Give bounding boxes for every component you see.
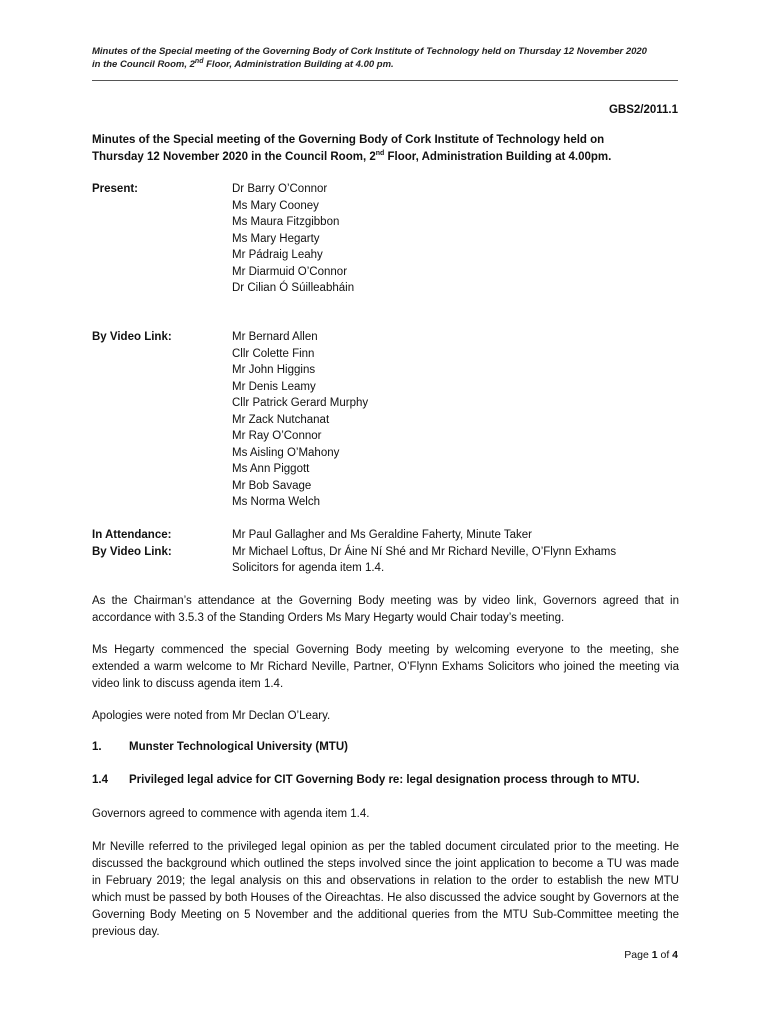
title-sup: nd [375, 150, 385, 158]
footer-page-number: 1 [651, 949, 658, 961]
video-link-name: Mr Denis Leamy [232, 380, 316, 393]
running-header-line1: Minutes of the Special meeting of the Governing Body of Cork Institute of Technology held on Thursday 12 November 2020 [92, 46, 647, 57]
attendance-line: Solicitors for agenda item 1.4. [232, 562, 385, 574]
paragraph-apologies: Apologies were noted from Mr Declan O’Leary. [92, 710, 331, 722]
section-number: 1. [92, 741, 102, 753]
video-link-name: Mr Ray O’Connor [232, 430, 322, 442]
attendance-video-label: By Video Link: [92, 545, 172, 558]
running-header [92, 45, 692, 71]
present-name: Ms Mary Hegarty [232, 232, 320, 245]
video-link-name: Mr John Higgins [232, 364, 316, 376]
video-link-name: Ms Aisling O’Mahony [232, 446, 340, 459]
section-title: Privileged legal advice for CIT Governing Body re: legal designation process through to MTU. [129, 774, 640, 786]
video-link-name: Mr Bob Savage [232, 479, 312, 492]
title-line2-post: Floor, Administration Building at 4.00pm. [384, 151, 612, 163]
present-name: Mr Diarmuid O’Connor [232, 265, 348, 278]
video-link-name: Ms Norma Welch [232, 496, 320, 508]
title-line1: Minutes of the Special meeting of the Governing Body of Cork Institute of Technology held on [92, 134, 605, 146]
section-heading-1 [92, 741, 348, 753]
video-link-name: Ms Ann Piggott [232, 463, 310, 475]
present-list [232, 181, 354, 297]
present-name: Dr Barry O’Connor [232, 183, 328, 195]
present-label: Present: [92, 183, 139, 195]
footer-page-word: Page [624, 949, 652, 961]
document-reference: GBS2/2011.1 [608, 104, 678, 116]
video-link-name: Mr Zack Nutchanat [232, 413, 330, 426]
video-link-name: Mr Bernard Allen [232, 331, 318, 343]
title-line2 [92, 149, 682, 166]
running-header-line2 [92, 58, 692, 71]
video-link-name: Cllr Patrick Gerard Murphy [232, 397, 369, 409]
title-line2-pre: Thursday 12 November 2020 in the Council Room, 2 [92, 151, 376, 163]
present-name: Ms Maura Fitzgibbon [232, 216, 340, 228]
running-header-line2-post: Floor, Administration Building at 4.00 pm. [203, 59, 394, 70]
present-name: Ms Mary Cooney [232, 199, 319, 212]
section-title: Munster Technological University (MTU) [129, 741, 348, 753]
video-link-label: By Video Link: [92, 331, 172, 343]
section-heading-1-4 [92, 774, 640, 786]
attendance-line: Mr Paul Gallagher and Ms Geraldine Faherty, Minute Taker [232, 529, 532, 541]
header-rule [92, 80, 678, 81]
present-name: Mr Pádraig Leahy [232, 249, 323, 261]
page-footer [624, 949, 678, 961]
in-attendance-label: In Attendance: [92, 529, 172, 541]
footer-of-word: of [657, 949, 673, 961]
running-header-sup: nd [194, 57, 204, 65]
paragraph-neville: Mr Neville referred to the privileged legal opinion as per the tabled document circulated prior to the meeting. He discussed the background which outlined the steps involved since the joint application to become a TU was made in February 2019; the legal analysis on this and observations in relation to the order to establish the new MTU which must be passed by both Houses of the Oireachtas. He also discussed the advice sought by Governors at the Governing Body Meeting on 5 November and the additional queries from the MTU Sub-Committee meeting the previous day. [92, 841, 679, 938]
paragraph-welcome: Ms Hegarty commenced the special Governing Body meeting by welcoming everyone to the meeting, she extended a warm welcome to Mr Richard Neville, Partner, O’Flynn Exhams Solicitors who joined the meeting via video link to discuss agenda item 1.4. [92, 644, 679, 690]
section-number: 1.4 [92, 774, 108, 786]
attendance-line: Mr Michael Loftus, Dr Áine Ní Shé and Mr Richard Neville, O’Flynn Exhams [232, 545, 617, 558]
present-name: Dr Cilian Ó Súilleabháin [232, 282, 355, 294]
footer-page-total: 4 [672, 949, 678, 961]
attendance-labels [92, 527, 172, 560]
video-link-list [232, 329, 368, 511]
paragraph-chair: As the Chairman’s attendance at the Governing Body meeting was by video link, Governors agreed that in accordance with 3.5.3 of the Standing Orders Ms Mary Hegarty would Chair today’s meeting. [92, 595, 679, 624]
paragraph-commence: Governors agreed to commence with agenda item 1.4. [92, 808, 370, 820]
running-header-line2-pre: in the Council Room, 2 [92, 59, 195, 70]
document-title [92, 132, 682, 166]
video-link-name: Cllr Colette Finn [232, 347, 315, 360]
attendance-list [232, 527, 616, 577]
